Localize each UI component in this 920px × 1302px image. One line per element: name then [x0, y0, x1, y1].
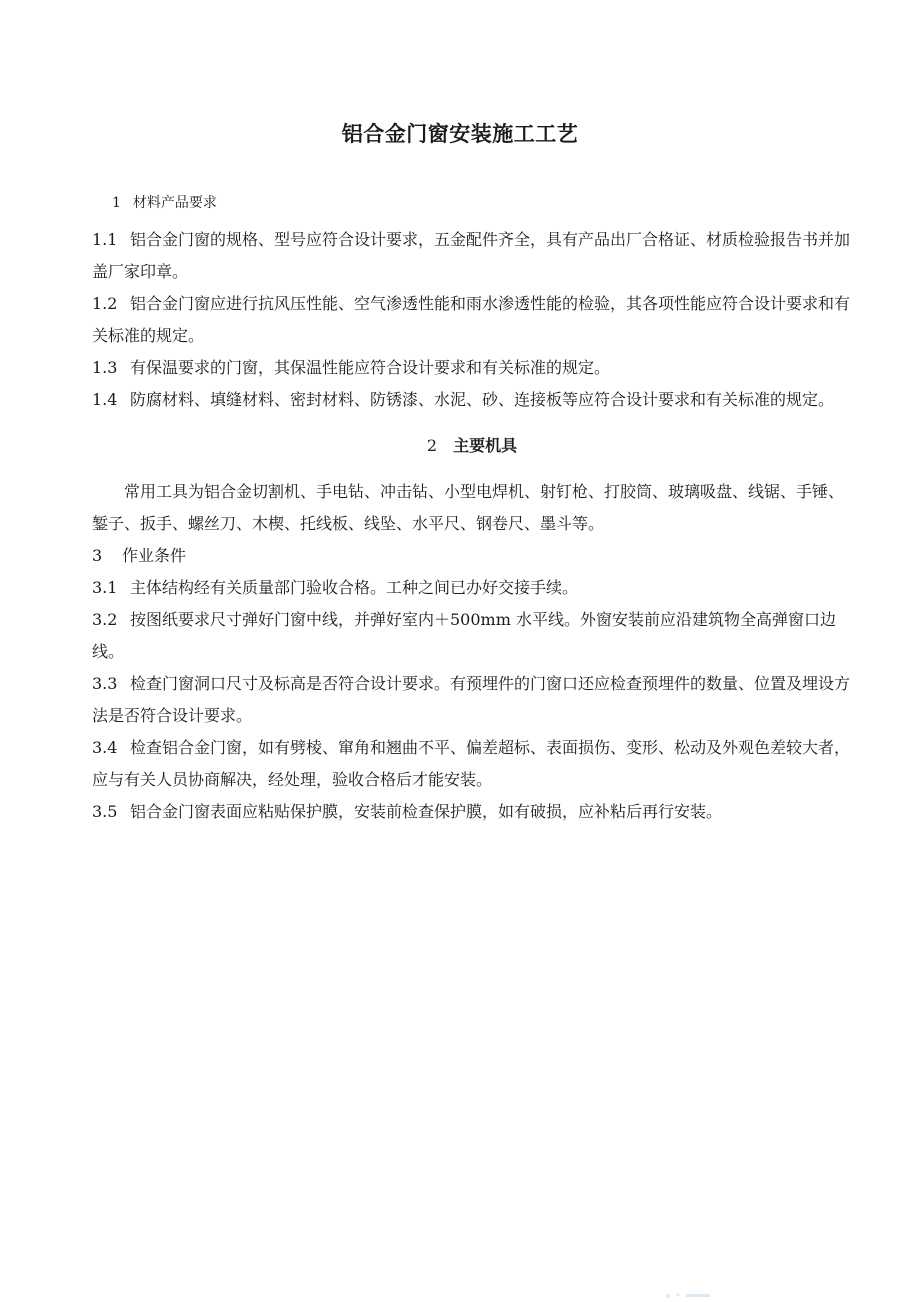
page-title: 铝合金门窗安装施工工艺	[341, 122, 579, 146]
section-heading-text: 主要机具	[453, 436, 518, 455]
section-number: 3	[92, 546, 103, 565]
item-number: 3.3	[92, 674, 118, 693]
paragraph-1-3	[92, 352, 852, 384]
section-2-heading	[92, 428, 852, 464]
item-number: 1.2	[92, 294, 118, 313]
paragraph-1-1	[92, 224, 852, 288]
paragraph-1-4	[92, 384, 852, 416]
item-number: 3.5	[92, 802, 118, 821]
section-number: 2	[426, 436, 438, 455]
paragraph-3-5	[92, 796, 852, 828]
paragraph-1-2	[92, 288, 852, 352]
item-number: 1.4	[92, 390, 118, 409]
item-number: 1.3	[92, 358, 118, 377]
item-text: 有保温要求的门窗，其保温性能应符合设计要求和有关标准的规定。	[130, 358, 611, 377]
item-number: 3.1	[92, 578, 118, 597]
item-number: 3.4	[92, 738, 118, 757]
item-number: 3.2	[92, 610, 118, 629]
section-heading-text: 材料产品要求	[132, 195, 217, 211]
item-text: 按图纸要求尺寸弹好门窗中线，并弹好室内＋500mm 水平线。外窗安装前应沿建筑物全高弹窗口边线。	[92, 610, 836, 661]
paragraph-3-4	[92, 732, 852, 796]
paragraph-3-3	[92, 668, 852, 732]
paragraph-3-1	[92, 572, 852, 604]
section-heading-text: 作业条件	[122, 546, 187, 565]
item-text: 防腐材料、填缝材料、密封材料、防锈漆、水泥、砂、连接板等应符合设计要求和有关标准的规定。	[130, 390, 835, 409]
item-text: 铝合金门窗表面应粘贴保护膜，安装前检查保护膜，如有破损，应补粘后再行安装。	[130, 802, 723, 821]
paragraph-2-body: 常用工具为铝合金切割机、手电钻、冲击钻、小型电焊机、射钉枪、打胶筒、玻璃吸盘、线锯、手锤、錾子、扳手、螺丝刀、木楔、托线板、线坠、水平尺、钢卷尺、墨斗等。	[92, 482, 845, 533]
item-text: 主体结构经有关质量部门验收合格。工种之间已办好交接手续。	[130, 578, 579, 597]
item-number: 1.1	[92, 230, 118, 249]
item-text: 铝合金门窗应进行抗风压性能、空气渗透性能和雨水渗透性能的检验，其各项性能应符合设计要求和有关标准的规定。	[92, 294, 851, 345]
item-text: 检查铝合金门窗，如有劈棱、窜角和翘曲不平、偏差超标、表面损伤、变形、松动及外观色差较大者，应与有关人员协商解决，经处理，验收合格后才能安装。	[92, 738, 851, 789]
watermark-icon	[660, 1290, 720, 1300]
section-1-heading	[112, 192, 217, 212]
item-text: 检查门窗洞口尺寸及标高是否符合设计要求。有预埋件的门窗口还应检查预埋件的数量、位置及埋设方法是否符合设计要求。	[92, 674, 851, 725]
paragraph-3-2	[92, 604, 852, 668]
section-3-heading	[92, 540, 852, 572]
section-number: 1	[112, 195, 121, 211]
item-text: 铝合金门窗的规格、型号应符合设计要求，五金配件齐全，具有产品出厂合格证、材质检验报告书并加盖厂家印章。	[92, 230, 851, 281]
document-body	[92, 224, 852, 828]
